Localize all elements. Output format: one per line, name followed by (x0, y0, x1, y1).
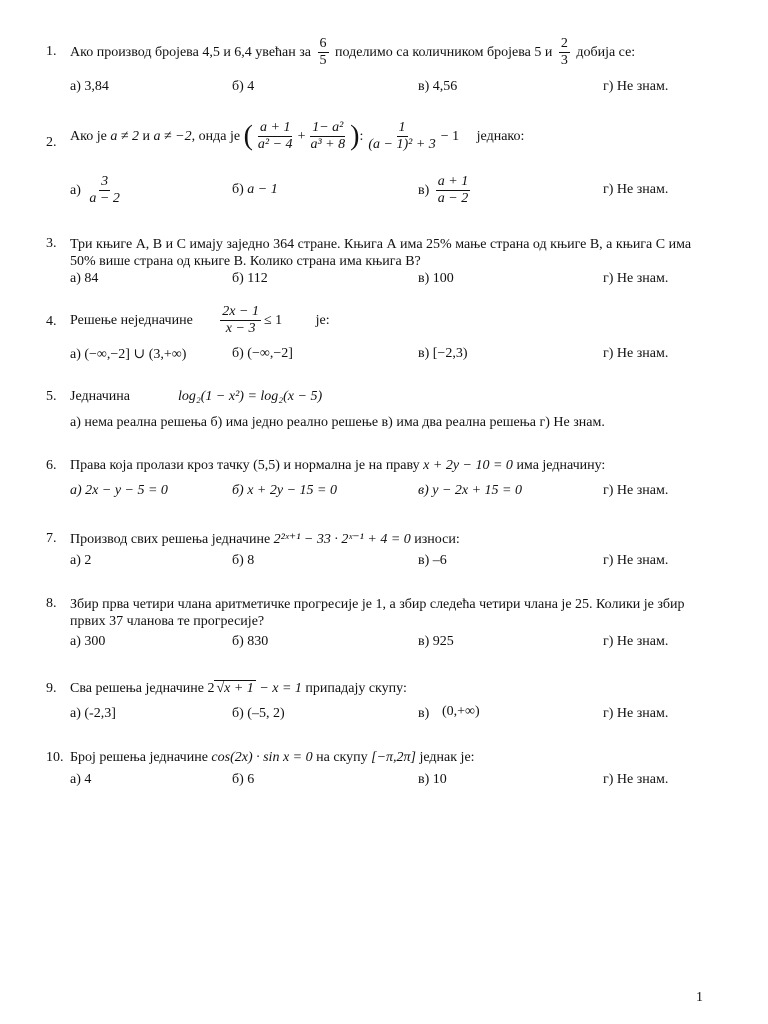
option-a[interactable]: а) 2x − y − 5 = 0 (70, 483, 168, 498)
option-b[interactable]: б) 8 (232, 553, 255, 568)
option-c[interactable]: в) 100 (418, 271, 454, 286)
option-a[interactable]: а) 4 (70, 772, 92, 787)
question-number: 3. (46, 236, 57, 251)
question-text: Једначина log₂(1 − x²) = log₂(x − 5) (70, 389, 323, 404)
option-c[interactable]: в) $\frac{a + 1}{a - 2}$ (418, 174, 469, 207)
question-number: 2. (46, 135, 57, 150)
question-text: Ако је a ≠ 2 и a ≠ −2, онда је ( $\frac{a + 1}{\text{a² − 4}}$ + $\frac{\text{1− a²}}{\text{a³ + 8}}$ ): $\frac{1}{\text{(a − 1)² + 3}}$ − 1 једнако: (70, 120, 525, 153)
fraction: $\frac{\text{1− a²}}{\text{a³ + 8}}$ (310, 120, 346, 153)
question-3 (46, 236, 716, 288)
option-d[interactable]: г) Не знам. (603, 706, 669, 721)
option-d[interactable]: г) Не знам. (603, 483, 669, 498)
option-c-label[interactable]: в) (418, 706, 430, 721)
option-c[interactable]: в) y − 2x + 15 = 0 (418, 483, 523, 498)
question-7 (46, 531, 716, 575)
option-a[interactable]: а) 300 (70, 634, 106, 649)
question-6 (46, 458, 716, 502)
fraction: $\frac{a + 1}{a - 2}$ (437, 174, 469, 207)
option-c[interactable]: в) 925 (418, 634, 454, 649)
option-b[interactable]: б) 4 (232, 79, 255, 94)
question-number: 4. (46, 314, 57, 329)
option-d[interactable]: г) Не знам. (603, 634, 669, 649)
option-c[interactable]: в) 4,56 (418, 79, 458, 94)
question-number: 7. (46, 531, 57, 546)
option-b[interactable]: б) 6 (232, 772, 255, 787)
question-text: Збир прва четири члана аритметичке прогресије је 1, а збир следећа четири члана је 25. Колики је збир првих 37 чланова те прогресије? (70, 597, 685, 629)
question-number: 8. (46, 596, 57, 611)
question-number: 10. (46, 750, 64, 765)
question-1 (46, 36, 716, 96)
question-number: 1. (46, 44, 57, 59)
question-text: Три књиге А, В и С имају заједно 364 стране. Књига А има 25% мање страна од књиге В, а књига С има 50% више страна од књиге В. Колико страна има књига В? (70, 237, 692, 269)
option-b[interactable]: б) (−∞,−2] (232, 346, 293, 361)
option-d[interactable]: г) Не знам. (603, 553, 669, 568)
question-9 (46, 681, 716, 725)
question-text: Решење неједначине $\frac{2x - 1}{x - 3}$ ≤ 1 је: (70, 304, 330, 337)
question-text: Сва решења једначине 2 √x + 1 − x = 1 припадају скупу: (70, 681, 407, 696)
question-text: Производ свих решења једначине 2²ˣ⁺¹ − 33 · 2ˣ⁻¹ + 4 = 0 износи: (70, 532, 460, 547)
option-b[interactable]: б) 830 (232, 634, 269, 649)
option-c[interactable]: (0,+∞) (442, 704, 480, 719)
option-a[interactable]: а) (-2,3] (70, 706, 116, 721)
fraction: $\frac{3}{a - 2}$ (89, 174, 120, 207)
fraction: $\frac{a + 1}{\text{a² − 4}}$ (257, 120, 293, 153)
option-d[interactable]: г) Не знам. (603, 79, 669, 94)
question-number: 6. (46, 458, 57, 473)
option-d[interactable]: г) Не знам. (603, 182, 669, 197)
question-10 (46, 750, 716, 794)
option-c[interactable]: в) –6 (418, 553, 447, 568)
question-text: Ако производ бројева 4,5 и 6,4 увећан за $\frac{6}{5}$ поделимо са количником бројева 5 и $\frac{2}{3}$ добија се: (70, 36, 636, 69)
option-c[interactable]: в) 10 (418, 772, 447, 787)
page-number: 1 (696, 990, 703, 1005)
option-a[interactable]: а) (−∞,−2] ∪ (3,+∞) (70, 347, 187, 362)
question-5 (46, 389, 716, 433)
option-a[interactable]: а) 2 (70, 553, 92, 568)
fraction: $\frac{6}{5}$ (319, 36, 327, 69)
option-b[interactable]: б) (–5, 2) (232, 706, 285, 721)
option-a[interactable]: а) 84 (70, 271, 99, 286)
fraction: $\frac{2}{3}$ (560, 36, 568, 69)
question-number: 5. (46, 389, 57, 404)
options-row[interactable]: а) нема реална решења б) има једно реално решење в) има два реална решења г) Не знам. (70, 415, 605, 430)
option-b[interactable]: б) a − 1 (232, 182, 278, 197)
option-d[interactable]: г) Не знам. (603, 772, 669, 787)
option-b[interactable]: б) 112 (232, 271, 268, 286)
option-a[interactable]: а) 3,84 (70, 79, 109, 94)
fraction: $\frac{2x - 1}{x - 3}$ (222, 304, 259, 337)
question-text: Права која пролази кроз тачку (5,5) и нормална је на праву x + 2y − 10 = 0 има једначину: (70, 458, 606, 473)
option-c[interactable]: в) [−2,3) (418, 346, 468, 361)
question-text: Број решења једначине cos(2x) · sin x = 0 на скупу [−π,2π] једнак је: (70, 750, 475, 765)
radical: √x + 1 (216, 681, 254, 696)
question-4 (46, 304, 716, 364)
option-b[interactable]: б) x + 2y − 15 = 0 (232, 483, 337, 498)
option-d[interactable]: г) Не знам. (603, 271, 669, 286)
question-8 (46, 596, 716, 652)
option-a[interactable]: а) $\frac{3}{a - 2}$ (70, 174, 120, 207)
question-number: 9. (46, 681, 57, 696)
option-d[interactable]: г) Не знам. (603, 346, 669, 361)
question-2 (46, 118, 716, 218)
fraction: $\frac{1}{\text{(a − 1)² + 3}}$ (368, 120, 436, 153)
